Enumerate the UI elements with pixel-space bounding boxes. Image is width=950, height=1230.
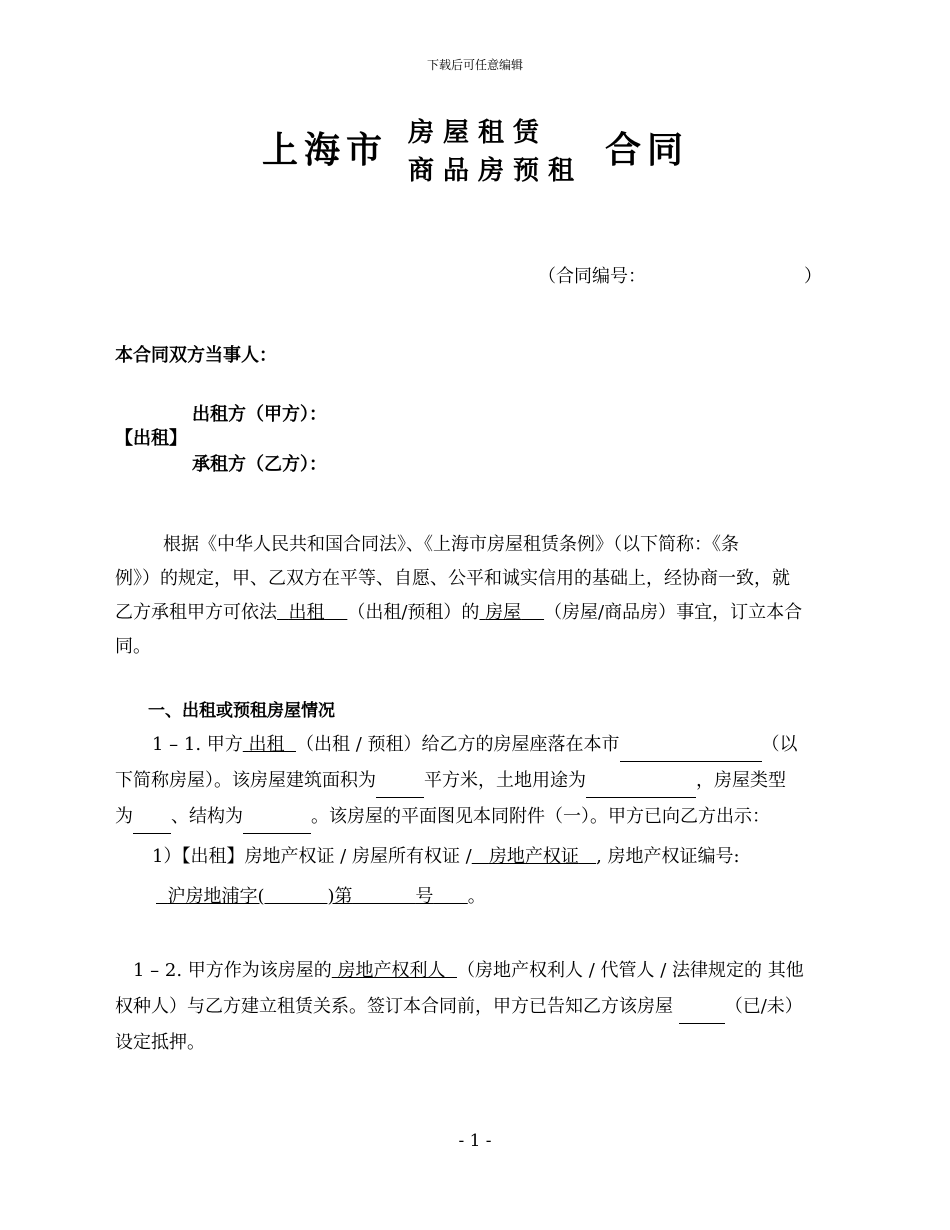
intro-line-1: 根据《中华人民共和国合同法》、《上海市房屋租赁条例》（以下简称：《条 <box>163 534 739 555</box>
item-1-text-b: , 房地产权证编号: <box>596 846 740 867</box>
intro-fill-property-type: 房屋 <box>485 602 522 623</box>
intro-line-3-text-a: 乙方承租甲方可依法 <box>115 602 277 623</box>
lease-mode-label: 【出租】 <box>115 428 187 449</box>
structure-blank <box>243 814 311 834</box>
intro-line-2: 例》）的规定，甲、乙双方在平等、自愿、公平和诚实信用的基础上，经协商一致，就 <box>115 568 790 589</box>
title-contract: 合同 <box>605 130 690 171</box>
parties-heading: 本合同双方当事人： <box>115 345 277 366</box>
clause-1-1-item-1 <box>152 840 740 874</box>
contract-number-close: ） <box>804 266 822 287</box>
clause-1-2-text-a: 1 – 2. 甲方作为该房屋的 <box>133 960 332 981</box>
address-blank <box>620 742 762 762</box>
area-blank <box>376 778 424 798</box>
certificate-number-fill: 沪房地浦字( )第 号 <box>167 886 434 907</box>
contract-number-label: （合同编号： <box>538 266 646 287</box>
clause-1-1-text-c: （以 <box>761 734 798 755</box>
clause-1-2-line-3: 设定抵押。 <box>115 1032 205 1053</box>
title-city: 上海市 <box>262 130 389 171</box>
clause-1-1-land-use-text: 平方米，土地用途为 <box>424 770 586 791</box>
clause-1-1-type-text: 为 <box>115 806 133 827</box>
mortgage-blank <box>679 1004 725 1024</box>
clause-1-2-line-2 <box>115 990 803 1024</box>
house-type-blank <box>133 814 171 834</box>
land-use-blank <box>586 778 696 798</box>
clause-1-1-text-b: （出租 / 预租）给乙方的房屋座落在本市 <box>295 734 620 755</box>
clause-1-1-floorplan-text: 。该房屋的平面图见本同附件（一）。甲方已向乙方出示： <box>311 806 770 827</box>
lessor-label: 出租方（甲方）： <box>192 404 327 425</box>
clause-1-2-mortgage-text: 权种人）与乙方建立租赁关系。签订本合同前，甲方已告知乙方该房屋 <box>115 996 673 1017</box>
clause-1-2-line-1 <box>133 954 804 988</box>
clause-1-2-mortgage-options: （已/未） <box>724 996 803 1017</box>
clause-1-1-fill-lease: 出租 <box>248 734 285 755</box>
clause-1-1-house-type-text: ，房屋类型 <box>696 770 786 791</box>
item-1-text-a: 1）【出租】房地产权证 / 房屋所有权证 / <box>152 846 472 867</box>
certificate-number-line <box>156 880 486 914</box>
page-number: - 1 - <box>458 1131 492 1151</box>
header-note: 下载后可任意编辑 <box>426 58 523 72</box>
clause-1-1-line-2 <box>115 764 786 798</box>
section1-heading: 一、出租或预租房屋情况 <box>148 701 335 721</box>
intro-fill-lease-type: 出租 <box>288 602 325 623</box>
title-option-prelease: 商品房预租 <box>408 156 584 186</box>
intro-line-3 <box>115 596 802 630</box>
clause-1-1-line-3 <box>115 800 770 834</box>
certificate-number-period: 。 <box>467 886 486 907</box>
intro-line-4: 同。 <box>115 636 151 657</box>
clause-1-1-structure-text: 、结构为 <box>171 806 243 827</box>
clause-1-1-text-a: 1 – 1. 甲方 <box>152 734 243 755</box>
intro-line-3-text-c: （房屋/商品房）事宜，订立本合 <box>544 602 803 623</box>
intro-line-3-text-b: （出租/预租）的 <box>347 602 480 623</box>
clause-1-1-area-text: 下简称房屋）。该房屋建筑面积为 <box>115 770 376 791</box>
clause-1-2-fill-role: 房地产权利人 <box>337 960 446 981</box>
item-1-fill-certificate: 房地产权证 <box>488 846 579 867</box>
title-option-lease: 房屋租赁 <box>408 118 549 148</box>
lessee-label: 承租方（乙方）： <box>192 454 327 475</box>
clause-1-1-line-1 <box>152 728 798 762</box>
clause-1-2-text-b: （房地产权利人 / 代管人 / 法律规定的 其他 <box>456 960 804 981</box>
